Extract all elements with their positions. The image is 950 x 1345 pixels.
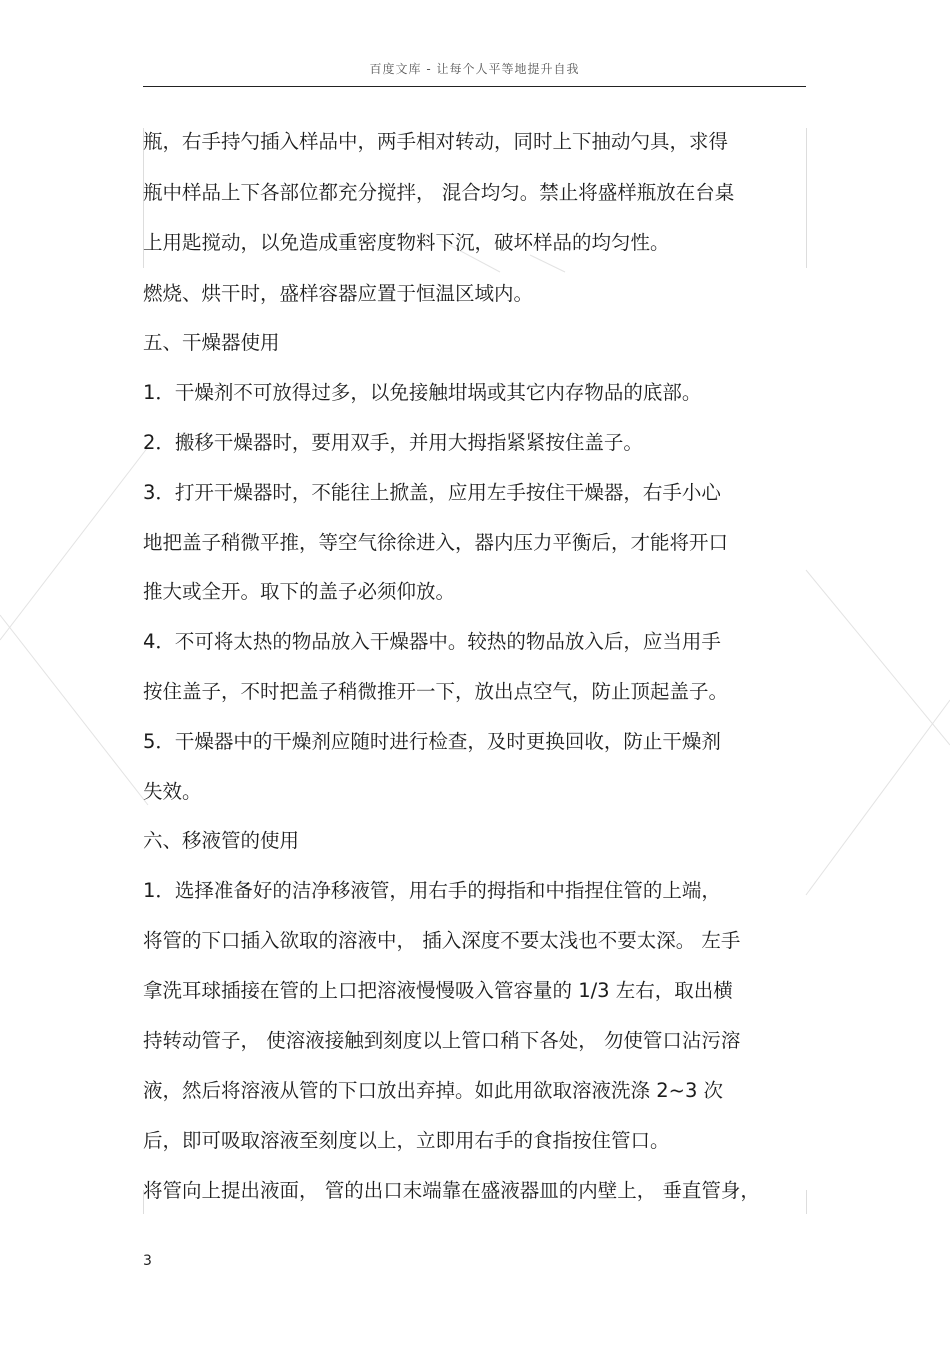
header-rule xyxy=(143,86,806,87)
text-line: 后，即可吸取溶液至刻度以上，立即用右手的食指按住管口。 xyxy=(143,1129,670,1152)
text-line: 1．干燥剂不可放得过多，以免接触坩埚或其它内存物品的底部。 xyxy=(143,381,702,404)
text-line: 5．干燥器中的干燥剂应随时进行检查，及时更换回收，防止干燥剂 xyxy=(143,730,721,753)
text-line: 上用匙搅动，以免造成重密度物料下沉，破坏样品的均匀性。 xyxy=(143,231,670,254)
text-line: 持转动管子， 使溶液接触到刻度以上管口稍下各处， 勿使管口沾污溶 xyxy=(143,1029,741,1052)
text-line: 2．搬移干燥器时，要用双手，并用大拇指紧紧按住盖子。 xyxy=(143,431,643,454)
section-heading: 五、干燥器使用 xyxy=(143,331,280,354)
page-number: 3 xyxy=(143,1253,152,1269)
page-header: 百度文库 - 让每个人平等地提升自我 xyxy=(369,62,580,76)
text-line: 地把盖子稍微平推，等空气徐徐进入，器内压力平衡后，才能将开口 xyxy=(143,531,729,554)
text-line: 瓶中样品上下各部位都充分搅拌， 混合均匀。禁止将盛样瓶放在台桌 xyxy=(143,181,735,204)
text-line: 燃烧、烘干时，盛样容器应置于恒温区域内。 xyxy=(143,282,534,305)
frame-line-right xyxy=(806,128,807,268)
text-line: 拿洗耳球插接在管的上口把溶液慢慢吸入管容量的 1/3 左右，取出横 xyxy=(143,979,733,1002)
text-line: 1．选择准备好的洁净移液管，用右手的拇指和中指捏住管的上端， xyxy=(143,879,721,902)
section-heading: 六、移液管的使用 xyxy=(143,829,300,852)
text-line: 按住盖子，不时把盖子稍微推开一下，放出点空气，防止顶起盖子。 xyxy=(143,680,729,703)
text-line: 3．打开干燥器时，不能往上掀盖，应用左手按住干燥器，右手小心 xyxy=(143,481,721,504)
text-line: 4．不可将太热的物品放入干燥器中。较热的物品放入后，应当用手 xyxy=(143,630,721,653)
text-line: 瓶，右手持勺插入样品中，两手相对转动，同时上下抽动勺具，求得 xyxy=(143,130,729,153)
text-line: 将管向上提出液面， 管的出口末端靠在盛液器皿的内壁上， 垂直管身， xyxy=(143,1179,760,1202)
text-line: 将管的下口插入欲取的溶液中， 插入深度不要太浅也不要太深。 左手 xyxy=(143,929,741,952)
text-line: 推大或全开。取下的盖子必须仰放。 xyxy=(143,580,456,603)
frame-line-right-bottom xyxy=(806,1190,807,1214)
text-line: 失效。 xyxy=(143,780,202,803)
text-line: 液，然后将溶液从管的下口放出弃掉。如此用欲取溶液洗涤 2~3 次 xyxy=(143,1079,724,1102)
